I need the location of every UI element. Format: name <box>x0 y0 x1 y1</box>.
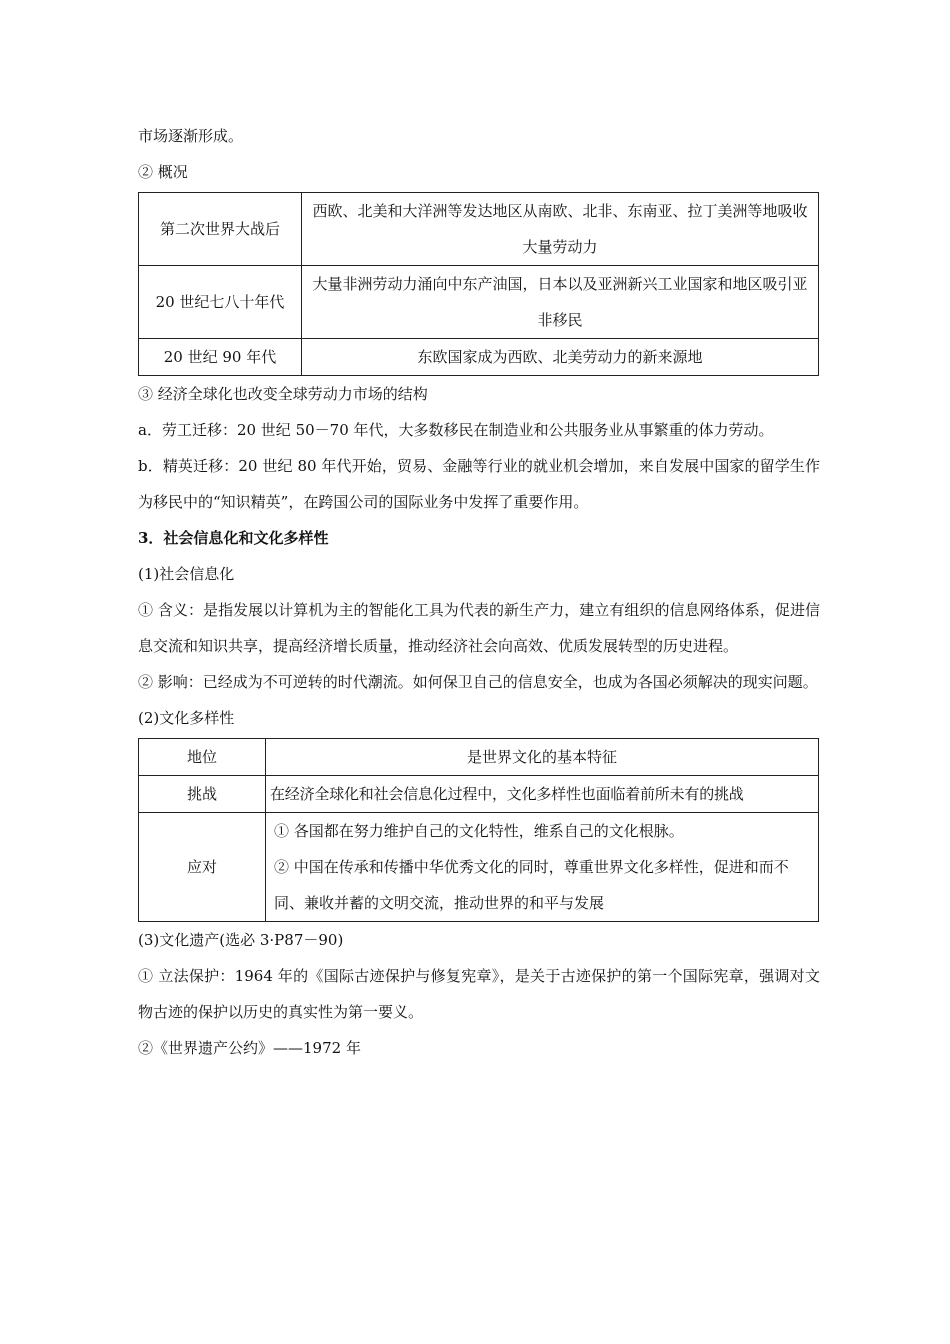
table-cell-value: 是世界文化的基本特征 <box>266 739 819 776</box>
table-row <box>139 193 819 266</box>
table-row <box>139 776 819 813</box>
table-cell-value <box>266 813 819 922</box>
text-line: 市场逐渐形成。 <box>138 127 244 145</box>
text-line: ③ 经济全球化也改变全球劳动力市场的结构 <box>138 385 428 403</box>
response-item: ② 中国在传承和传播中华优秀文化的同时，尊重世界文化多样性，促进和而不同、兼收并蓄的文明交流，推动世界的和平与发展 <box>274 858 789 912</box>
table-row <box>139 813 819 922</box>
table-cell-key: 地位 <box>139 739 266 776</box>
document-page <box>138 118 820 1066</box>
table-row <box>139 739 819 776</box>
response-item: ① 各国都在努力维护自己的文化特性，维系自己的文化根脉。 <box>274 822 684 840</box>
paragraph-elite-migration: b．精英迁移：20 世纪 80 年代开始，贸易、金融等行业的就业机会增加，来自发展中国家的留学生作为移民中的“知识精英”，在跨国公司的国际业务中发挥了重要作用。 <box>138 457 820 511</box>
subsection-heading: (2)文化多样性 <box>138 709 235 727</box>
table-row <box>139 266 819 339</box>
cultural-diversity-table <box>138 738 819 922</box>
table-cell-period: 第二次世界大战后 <box>139 193 302 266</box>
subheading-overview: ② 概况 <box>138 163 188 181</box>
table-row <box>139 339 819 376</box>
table-cell-period: 20 世纪 90 年代 <box>139 339 302 376</box>
subsection-heading: (1)社会信息化 <box>138 565 235 583</box>
table-cell-desc: 东欧国家成为西欧、北美劳动力的新来源地 <box>302 339 819 376</box>
text-line: ②《世界遗产公约》——1972 年 <box>138 1039 361 1057</box>
paragraph-impact: ② 影响：已经成为不可逆转的时代潮流。如何保卫自己的信息安全，也成为各国必须解决的现实问题。 <box>138 673 818 691</box>
table-cell-period: 20 世纪七八十年代 <box>139 266 302 339</box>
table-cell-value: 在经济全球化和社会信息化过程中，文化多样性也面临着前所未有的挑战 <box>266 776 819 813</box>
table-cell-key: 应对 <box>139 813 266 922</box>
paragraph-labor-migration: a．劳工迁移：20 世纪 50－70 年代，大多数移民在制造业和公共服务业从事繁重的体力劳动。 <box>138 421 774 439</box>
table-cell-desc: 西欧、北美和大洋洲等发达地区从南欧、北非、东南亚、拉丁美洲等地吸收大量劳动力 <box>302 193 819 266</box>
table-cell-desc: 大量非洲劳动力涌向中东产油国，日本以及亚洲新兴工业国家和地区吸引亚非移民 <box>302 266 819 339</box>
section-heading: 3．社会信息化和文化多样性 <box>138 529 329 547</box>
table-cell-key: 挑战 <box>139 776 266 813</box>
subsection-heading: (3)文化遗产(选必 3·P87－90) <box>138 931 344 949</box>
paragraph-legislation: ① 立法保护：1964 年的《国际古迹保护与修复宪章》，是关于古迹保护的第一个国际宪章，强调对文物古迹的保护以历史的真实性为第一要义。 <box>138 967 820 1021</box>
paragraph-definition: ① 含义：是指发展以计算机为主的智能化工具为代表的新生产力，建立有组织的信息网络体系，促进信息交流和知识共享，提高经济增长质量，推动经济社会向高效、优质发展转型的历史进程。 <box>138 601 820 655</box>
labor-migration-table <box>138 192 819 376</box>
